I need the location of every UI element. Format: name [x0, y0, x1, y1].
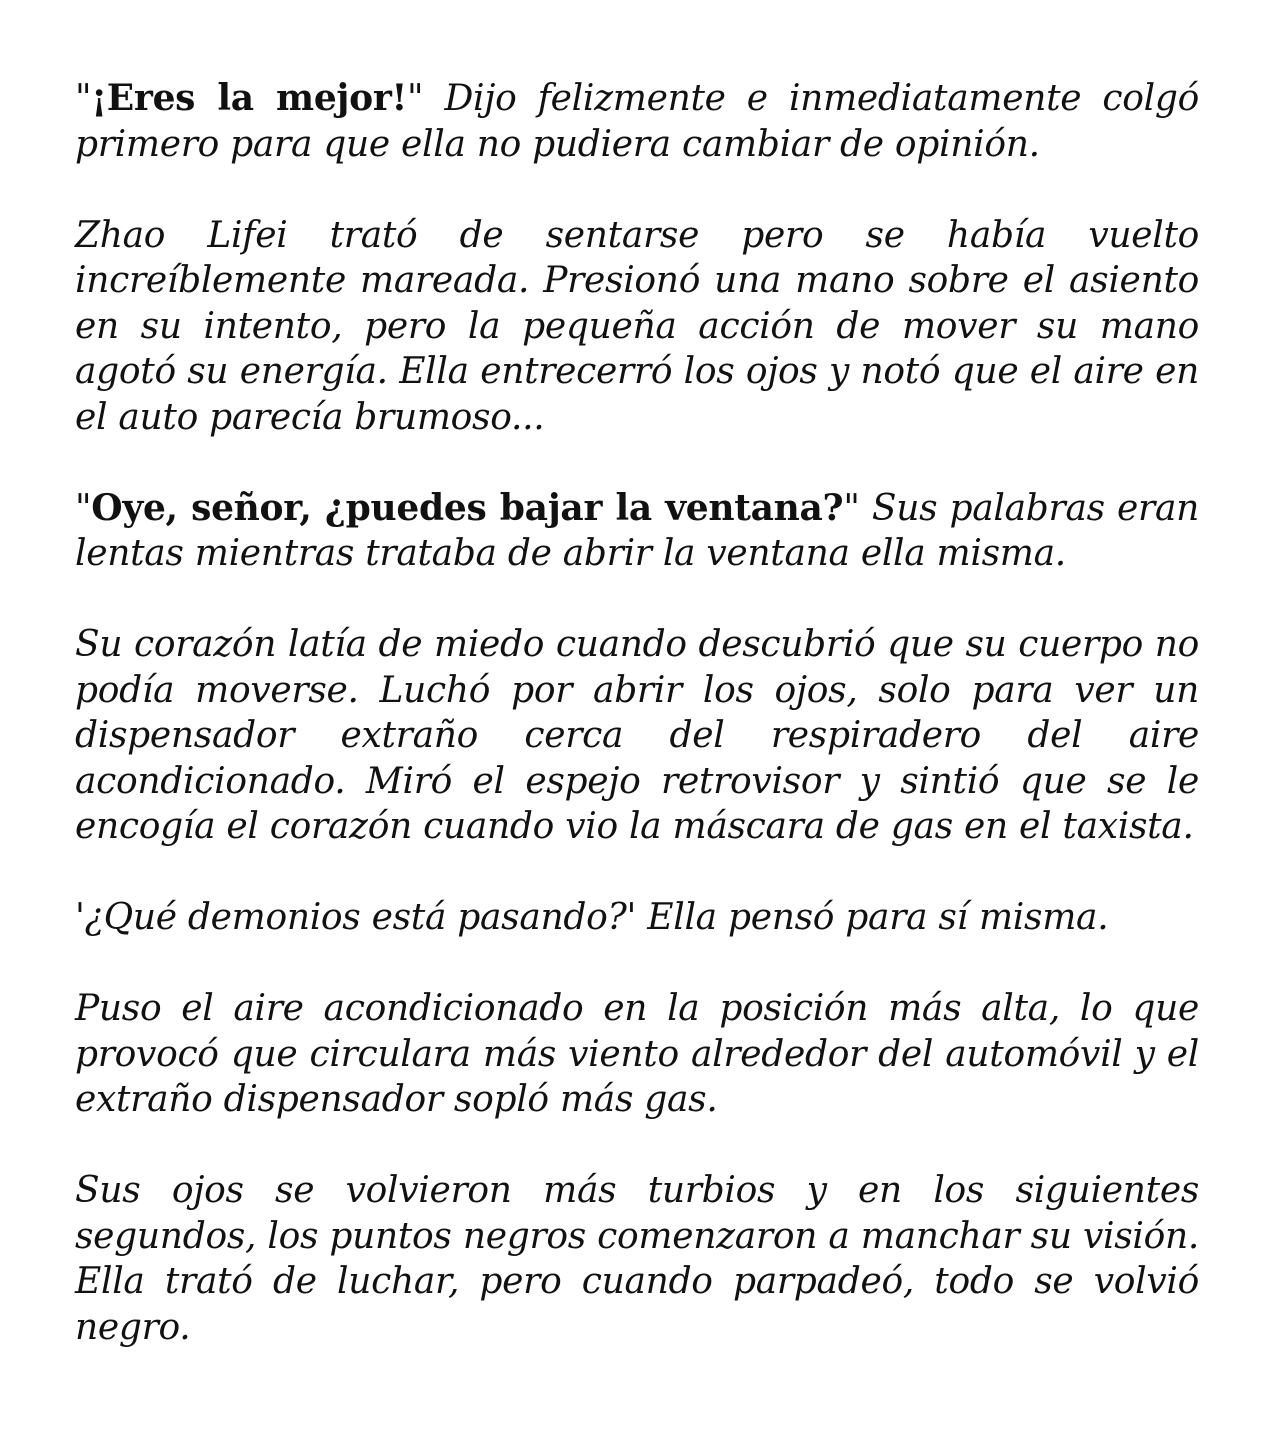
document-page	[75, 76, 1199, 1396]
narration-text: Puso el aire acondicionado en la posición más alta, lo que provocó que circulara más viento alrededor del automóvil y el extraño dispensador sopló más gas.	[75, 988, 1199, 1120]
paragraph-4	[75, 622, 1199, 850]
paragraph-2	[75, 213, 1199, 441]
dialogue-text: ¡Eres la mejor!	[91, 77, 408, 119]
paragraph-6	[75, 986, 1199, 1123]
close-quote: "	[843, 487, 860, 529]
narration-text: Sus palabras eran lentas mientras trataba de abrir la ventana ella misma.	[75, 487, 1199, 574]
dialogue-text: Oye, señor, ¿puedes bajar la ventana?	[91, 486, 844, 529]
narration-text: Dijo felizmente e inmediatamente colgó primero para que ella no pudiera cambiar de opinión.	[75, 78, 1199, 165]
open-quote: '	[75, 897, 85, 938]
open-quote: "	[75, 78, 92, 119]
open-quote: "	[75, 487, 92, 529]
narration-text: Sus ojos se volvieron más turbios y en los siguientes segundos, los puntos negros comenzaron a manchar su visión. Ella trató de luchar, pero cuando parpadeó, todo se volvió negro.	[75, 1170, 1199, 1348]
paragraph-5	[75, 895, 1199, 941]
narration-text: Zhao Lifei trató de sentarse pero se había vuelto increíblemente mareada. Presionó una mano sobre el asiento en su intento, pero la pequeña acción de mover su mano agotó su energía. Ella entrecerró los ojos y notó que el aire en el auto parecía brumoso...	[75, 214, 1199, 438]
paragraph-3	[75, 486, 1199, 577]
thought-text: ¿Qué demonios está pasando?	[84, 897, 627, 938]
narration-text: Ella pensó para sí misma.	[636, 897, 1109, 938]
narration-text: Su corazón latía de miedo cuando descubrió que su cuerpo no podía moverse. Luchó por abrir los ojos, solo para ver un dispensador extraño cerca del respiradero del aire acondicionado. Miró el espejo retrovisor y sintió que se le encogía el corazón cuando vio la máscara de gas en el taxista.	[75, 624, 1199, 847]
paragraph-7	[75, 1168, 1199, 1350]
close-quote: '	[626, 897, 637, 938]
paragraph-1	[75, 76, 1199, 167]
close-quote: "	[407, 78, 424, 119]
